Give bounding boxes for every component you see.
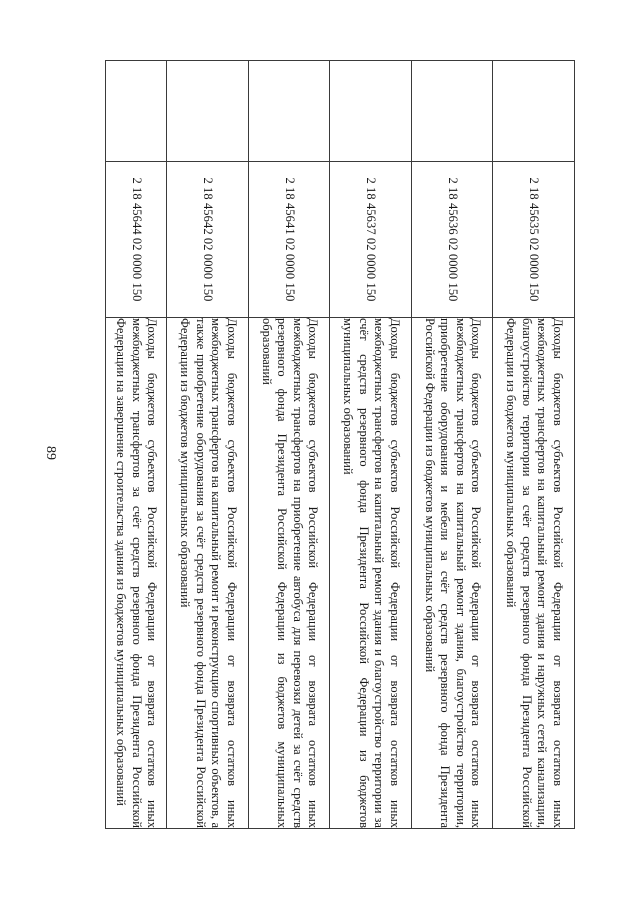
- code-cell: 2 18 45644 02 0000 150: [106, 162, 168, 318]
- code-cell: 2 18 45635 02 0000 150: [493, 162, 575, 318]
- blank-cell: [412, 61, 494, 162]
- blank-cell: [493, 61, 575, 162]
- table-row: [249, 61, 331, 829]
- description-cell: Доходы бюджетов субъектов Российской Федерации от возврата остатков иных межбюджетных трансфертов за счёт средств резервного фонда Президента Российской Федерации на завершение строительства здания из бюджетов муниципальных образований: [106, 318, 168, 829]
- description-cell: Доходы бюджетов субъектов Российской Федерации от возврата остатков иных межбюджетных трансфертов на капитальный ремонт и реконструкцию спортивных объектов, а также приобретение оборудования за счёт средств резервного фонда Президента Российской Федерации из бюджетов муниципальных образований: [167, 318, 249, 829]
- table-row: [106, 61, 168, 829]
- code-cell: 2 18 45641 02 0000 150: [249, 162, 331, 318]
- code-cell: 2 18 45636 02 0000 150: [412, 162, 494, 318]
- table-row: [412, 61, 494, 829]
- description-cell: Доходы бюджетов субъектов Российской Федерации от возврата остатков иных межбюджетных трансфертов на капитальный ремонт здания и благоустройство территории за счёт средств резервного фонда Президента Российской Федерации из бюджетов муниципальных образований: [330, 318, 412, 829]
- blank-cell: [167, 61, 249, 162]
- page-number: 89: [43, 446, 58, 460]
- table-row: [330, 61, 412, 829]
- revenue-codes-table: [105, 60, 575, 829]
- description-cell: Доходы бюджетов субъектов Российской Федерации от возврата остатков иных межбюджетных трансфертов на капитальный ремонт здания и наружных сетей канализации, благоустройство территории за счёт средств резервного фонда Президента Российской Федерации из бюджетов муниципальных образований: [493, 318, 575, 829]
- table-row: [493, 61, 575, 829]
- blank-cell: [330, 61, 412, 162]
- code-cell: 2 18 45642 02 0000 150: [167, 162, 249, 318]
- table-container: [105, 60, 575, 828]
- table-row: [167, 61, 249, 829]
- rotated-table-frame: [105, 60, 575, 828]
- code-cell: 2 18 45637 02 0000 150: [330, 162, 412, 318]
- description-cell: Доходы бюджетов субъектов Российской Федерации от возврата остатков иных межбюджетных трансфертов на приобретение автобуса для перевозки детей за счёт средств резервного фонда Президента Российской Федерации из бюджетов муниципальных образований: [249, 318, 331, 829]
- description-cell: Доходы бюджетов субъектов Российской Федерации от возврата остатков иных межбюджетных трансфертов на капитальный ремонт здания, благоустройство территории, приобретение оборудования и мебели за счёт средств резервного фонда Президента Российской Федерации из бюджетов муниципальных образований: [412, 318, 494, 829]
- blank-cell: [249, 61, 331, 162]
- blank-cell: [106, 61, 168, 162]
